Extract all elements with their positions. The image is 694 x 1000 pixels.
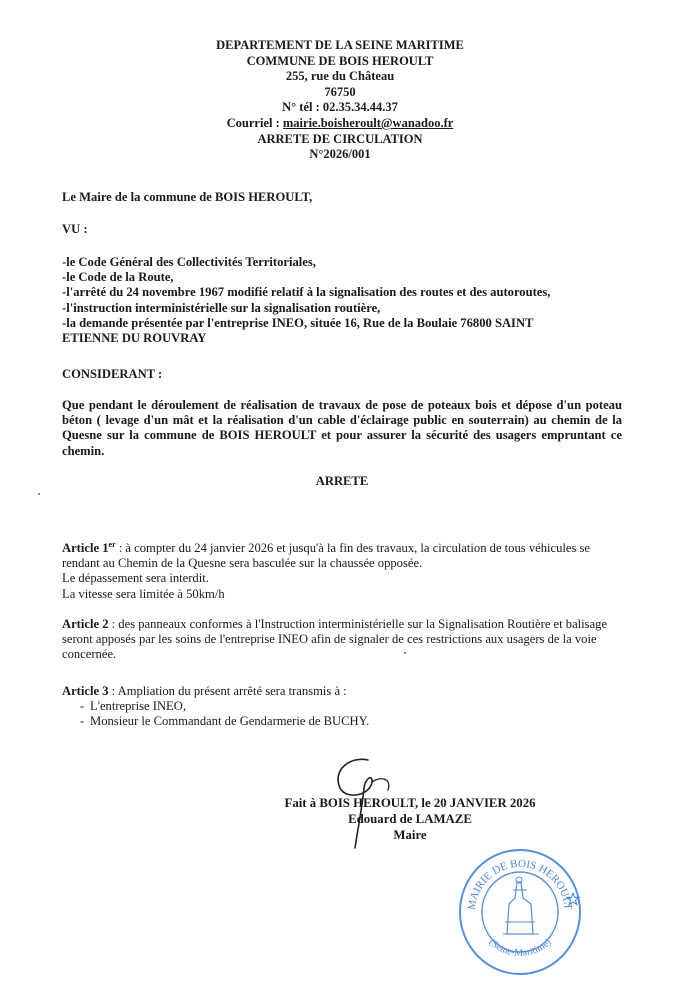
article-2 — [62, 617, 622, 663]
article-3-text: : Ampliation du présent arrêté sera transmis à : — [108, 684, 347, 698]
vu-item: -la demande présentée par l'entreprise INEO, située 16, Rue de la Boulaie 76800 SAINT ETIENNE DU ROUVRAY — [62, 315, 534, 346]
email-label: Courriel : — [226, 115, 283, 130]
scan-speck — [404, 652, 406, 654]
article-1-line2: Le dépassement sera interdit. — [62, 571, 209, 586]
document-title: ARRETE DE CIRCULATION — [257, 131, 423, 146]
commune-line: COMMUNE DE BOIS HEROULT — [246, 53, 434, 68]
letterhead — [150, 38, 530, 163]
stamp-bottom-text: (Seine-Maritime) — [486, 936, 554, 959]
vu-list — [62, 255, 622, 346]
recipient-item: - L'entreprise INEO, — [62, 699, 622, 714]
vu-item: -l'arrêté du 24 novembre 1967 modifié relatif à la signalisation des routes et des autoroutes, — [62, 285, 551, 300]
article-1 — [62, 541, 622, 602]
phone-number: N° tél : 02.35.34.44.37 — [282, 100, 398, 115]
arrete-heading: ARRETE — [315, 474, 369, 488]
considerant-text: Que pendant le déroulement de réalisation de travaux de pose de poteaux bois et dépose d'un poteau béton ( levage d'un mât et la réalisation d'un cable d'éclairage public en souterrain) au chemin de la Quesne sur la commune de BOIS HEROULT et pour assurer la sécurité des usagers empruntant ce chemin. — [62, 398, 622, 458]
intro-line: Le Maire de la commune de BOIS HEROULT, — [62, 190, 313, 204]
stamp-star-icon — [566, 892, 580, 906]
article-1-label: Article 1 — [62, 541, 109, 555]
signature-block — [240, 795, 580, 843]
article-2-label: Article 2 — [62, 617, 109, 631]
article-3-label: Article 3 — [62, 684, 109, 698]
document-number: N°2026/001 — [309, 147, 371, 162]
place-date: Fait à BOIS HEROULT, le 20 JANVIER 2026 — [284, 796, 536, 810]
article-2-text: : des panneaux conformes à l'Instruction interministérielle sur la Signalisation Routière et balisage seront apposés par les soins de l'entreprise INEO afin de signaler de ces restrictions aux usagers de la voie concernée. — [62, 617, 608, 662]
vu-heading: VU : — [62, 222, 88, 236]
article-1-body — [62, 541, 622, 571]
mairie-stamp — [455, 842, 585, 977]
department-line: DEPARTEMENT DE LA SEINE MARITIME — [216, 38, 464, 52]
vu-item: -l'instruction interministérielle sur la signalisation routière, — [62, 300, 381, 315]
considerant-heading: CONSIDERANT : — [62, 367, 163, 381]
article-1-line3: La vitesse sera limitée à 50km/h — [62, 586, 225, 601]
recipient-list — [62, 699, 622, 729]
article-1-sup: er — [108, 539, 116, 549]
article-1-text: : à compter du 24 janvier 2026 et jusqu'à la fin des travaux, la circulation de tous véhicules se rendant au Chemin de la Quesne sera basculée sur la chaussée opposée. — [62, 541, 591, 571]
article-3-body — [62, 684, 622, 699]
recipient-item: - Monsieur le Commandant de Gendarmerie de BUCHY. — [62, 714, 622, 729]
article-3 — [62, 684, 622, 730]
stamp-top-text: MAIRIE DE BOIS HEROULT — [465, 857, 575, 911]
postal-code: 76750 — [324, 84, 356, 99]
email-link[interactable]: mairie.boisheroult@wanadoo.fr — [282, 115, 454, 130]
email-line — [150, 116, 530, 132]
signatory-name: Edouard de LAMAZE — [348, 812, 472, 826]
street-address: 255, rue du Château — [285, 69, 395, 84]
scan-speck — [38, 493, 40, 495]
vu-item: -le Code de la Route, — [62, 270, 174, 285]
vu-item: -le Code Général des Collectivités Territoriales, — [62, 255, 316, 269]
signatory-role: Maire — [393, 828, 427, 842]
